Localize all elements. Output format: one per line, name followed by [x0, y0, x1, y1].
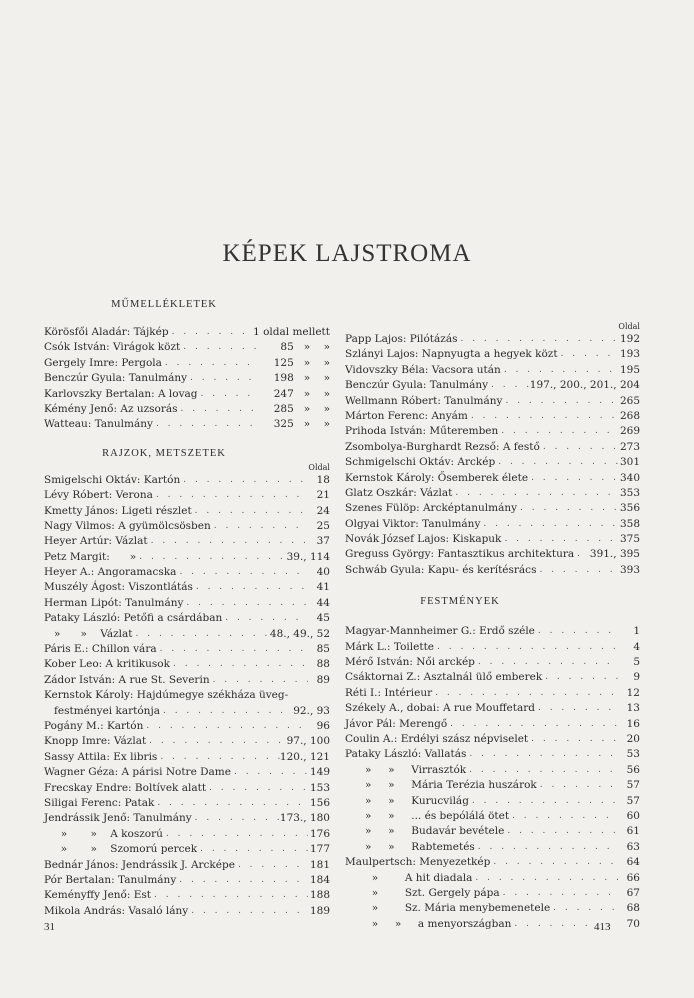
entry-page: 25 [316, 519, 330, 532]
entry-title: Körösfői Aladár: Tájkép [44, 326, 169, 338]
entry-page: 9 [633, 671, 640, 684]
entry-page: 45 [316, 612, 330, 625]
dot-leader [495, 455, 618, 470]
entry-page: 120., 121 [279, 750, 330, 763]
list-item [44, 565, 330, 580]
list-item [44, 325, 330, 340]
entry-page: 13 [626, 702, 640, 715]
entry-page: 195 [619, 363, 640, 376]
list-item [44, 473, 330, 488]
entry-title: » » Szomorú percek [44, 843, 198, 856]
entry-page: 325 » » [273, 418, 330, 431]
entry-title: Herman Lipót: Tanulmány [44, 596, 184, 609]
list-item [44, 796, 330, 811]
entry-page: 67 [626, 886, 640, 899]
dot-leader [192, 504, 308, 519]
entry-page: 153 [309, 781, 330, 794]
page-number-right: 413 [594, 921, 611, 933]
entry-title: Greguss György: Fantasztikus architektura [345, 548, 575, 561]
entry-page: 198 » » [273, 372, 330, 385]
entry-title: Jávor Pál: Merengő [345, 717, 448, 730]
entry-page: 301 [619, 456, 640, 469]
dot-leader [160, 704, 293, 719]
list-item [44, 842, 330, 857]
list-item [44, 402, 330, 417]
entry-page: 265 [619, 394, 640, 407]
entry-title: Szenes Fülöp: Arcképtanulmány [345, 502, 518, 515]
entry-title: Réti I.: Intérieur [345, 686, 433, 699]
entry-page: 21 [316, 489, 330, 502]
list-item [44, 534, 330, 549]
dot-leader [163, 827, 308, 842]
dot-leader [162, 356, 258, 371]
dot-leader [466, 747, 618, 762]
dot-leader [153, 417, 258, 432]
list-item [44, 340, 330, 355]
list-item [44, 657, 330, 672]
entry-page: 285 » » [273, 402, 330, 415]
list-item [44, 417, 330, 432]
entry-title: Smigelschi Oktáv: Kartón [44, 473, 181, 486]
list-item [345, 486, 640, 501]
dot-leader [509, 809, 618, 824]
entry-page: 48., 49., 52 [269, 627, 330, 640]
list-item [345, 747, 640, 762]
entry-title: Novák József Lajos: Kiskapuk [345, 533, 502, 546]
entry-title: Kober Leo: A kritikusok [44, 658, 170, 671]
entry-page: 177 [309, 843, 330, 856]
entry-title: Siligai Ferenc: Patak [44, 796, 155, 809]
entry-title: Wellmann Róbert: Tanulmány [345, 394, 503, 407]
entry-title: Magyar-Mannheimer G.: Erdő széle [345, 625, 535, 638]
dot-leader [146, 734, 286, 749]
dot-leader [488, 378, 530, 393]
entry-title: Gergely Imre: Pergola [44, 356, 162, 369]
entry-title: Schwáb Gyula: Kapu- és kerítésrács [345, 563, 537, 576]
entry-title: Kémény Jenő: Az uzsorás [44, 402, 178, 415]
entry-page: 192 [619, 333, 640, 345]
entry-title: festményei kartónja [44, 704, 160, 717]
dot-leader [183, 596, 308, 611]
entry-page: 66 [626, 871, 640, 884]
dot-leader [574, 547, 590, 562]
list-item [44, 734, 330, 749]
dot-leader [501, 363, 618, 378]
entry-page: 356 [619, 502, 640, 515]
entry-title: Frecskay Endre: Boltívek alatt [44, 781, 207, 794]
dot-leader [136, 550, 286, 565]
entry-page: 340 [619, 471, 640, 484]
mumellekletek-list [44, 325, 330, 433]
entry-title: Pataky László: Petőfi a csárdában [44, 612, 223, 625]
dot-leader [235, 858, 308, 873]
entry-page: 20 [626, 732, 640, 745]
list-item [44, 904, 330, 919]
list-item [345, 840, 640, 855]
entry-page: 12 [626, 686, 640, 699]
list-item [345, 640, 640, 655]
entry-title: Csáktornai Z.: Asztalnál ülő emberek [345, 671, 543, 684]
dot-leader [466, 763, 618, 778]
entry-title: Keményffy Jenő: Est [44, 889, 152, 902]
entry-page: 149 [309, 766, 330, 779]
entry-page: 63 [626, 840, 640, 853]
dot-leader [222, 611, 308, 626]
entry-page: 85 » » [280, 341, 330, 354]
entry-title: » » Kurucvilág [345, 794, 469, 807]
list-item [44, 387, 330, 402]
right-column [345, 321, 640, 932]
dot-leader [475, 840, 618, 855]
list-item [345, 440, 640, 455]
list-item [44, 811, 330, 826]
entry-title: Szlányi Lajos: Napnyugta a hegyek közt [345, 348, 558, 361]
entry-page: 92., 93 [293, 704, 330, 717]
entry-title: Nagy Vilmos: A gyümölcsösben [44, 519, 211, 532]
entry-title: Lévy Róbert: Verona [44, 489, 153, 502]
dot-leader [504, 824, 618, 839]
dot-leader [528, 471, 618, 486]
entry-title: Maulpertsch: Menyezetkép [345, 856, 491, 869]
dot-leader [210, 673, 308, 688]
entry-page: 193 [619, 348, 640, 361]
dot-leader [480, 517, 618, 532]
entry-title: » » ... és bepólálá ötet [345, 809, 510, 822]
dot-leader [490, 855, 618, 870]
list-item [345, 763, 640, 778]
list-item [44, 611, 330, 626]
entry-page [288, 688, 310, 703]
list-item [44, 765, 330, 780]
entry-page: 358 [619, 517, 640, 530]
dot-leader [501, 532, 618, 547]
dot-leader [434, 640, 618, 655]
list-item [345, 624, 640, 639]
entry-page: 184 [309, 873, 330, 886]
dot-leader [535, 624, 618, 639]
entry-title: » » a menyországban [345, 917, 512, 930]
entry-title: Pogány M.: Kartón [44, 719, 144, 732]
dot-leader [558, 347, 618, 362]
left-column [44, 297, 330, 919]
dot-leader [457, 332, 618, 347]
dot-leader [432, 686, 618, 701]
entry-page: 40 [316, 566, 330, 579]
entry-title: Benczúr Gyula: Tanulmány [44, 372, 188, 385]
entry-title: Márton Ferenc: Anyám [345, 409, 468, 422]
entry-title: Wagner Géza: A párisi Notre Dame [44, 766, 231, 779]
list-item [345, 655, 640, 670]
list-item [345, 824, 640, 839]
entry-page: 156 [309, 796, 330, 809]
dot-leader [528, 732, 618, 747]
entry-title: Márk L.: Toilette [345, 640, 435, 653]
list-item [44, 371, 330, 386]
dot-leader [188, 904, 308, 919]
entry-page: 89 [316, 673, 330, 686]
oldal-label: Oldal [308, 462, 330, 472]
dot-leader [157, 642, 308, 657]
dot-leader [535, 701, 618, 716]
dot-leader [475, 655, 618, 670]
list-item [345, 378, 640, 393]
entry-page: 173., 180 [279, 812, 330, 825]
dot-leader [537, 778, 618, 793]
list-item [345, 901, 640, 916]
dot-leader [187, 371, 258, 386]
list-item [345, 732, 640, 747]
list-item [44, 642, 330, 657]
entry-title: Muszély Ágost: Viszontlátás [44, 581, 193, 594]
dot-leader [153, 488, 308, 503]
entry-title: » » Budavár bevétele [345, 825, 505, 838]
entry-title: » » Mária Terézia huszárok [345, 779, 537, 792]
entry-page: 5 [633, 656, 640, 669]
entry-page: 391., 395 [589, 548, 640, 561]
list-item [345, 717, 640, 732]
dot-leader [176, 565, 308, 580]
dot-leader [133, 627, 270, 642]
entry-page: 197., 200., 201., 204 [529, 379, 640, 392]
dot-leader [193, 580, 308, 595]
entry-page: 68 [626, 902, 640, 915]
dot-leader [176, 873, 308, 888]
list-item [44, 580, 330, 595]
list-item [44, 858, 330, 873]
list-item [345, 563, 640, 578]
list-item [345, 686, 640, 701]
entry-title: » » Vázlat [44, 627, 133, 640]
entry-page: 247 » » [273, 387, 330, 400]
dot-leader [148, 534, 308, 549]
entry-title: Pataky László: Vallatás [345, 748, 467, 761]
entry-page: 97., 100 [286, 735, 330, 748]
entry-page: 125 » » [273, 356, 330, 369]
list-item [44, 596, 330, 611]
list-item [44, 873, 330, 888]
entry-title: Vidovszky Béla: Vacsora után [345, 363, 501, 376]
entry-title: Coulin A.: Erdélyi szász népviselet [345, 732, 529, 745]
entry-title: Glatz Oszkár: Vázlat [345, 486, 453, 499]
list-item [345, 455, 640, 470]
entry-page: 393 [619, 563, 640, 576]
entry-page: 24 [316, 504, 330, 517]
entry-title: Olgyai Viktor: Tanulmány [345, 517, 481, 530]
entry-title: » A hit diadala [345, 871, 473, 884]
list-item [44, 673, 330, 688]
entry-title: » » Virrasztók [345, 763, 467, 776]
list-item [44, 356, 330, 371]
dot-leader [542, 670, 618, 685]
section-heading-mumellekletek: MŰMELLÉKLETEK [111, 299, 217, 310]
dot-leader [540, 440, 618, 455]
entry-page: 375 [619, 533, 640, 546]
entry-title: » » A koszorú [44, 827, 163, 840]
list-item [345, 471, 640, 486]
entry-title: Páris E.: Chillon vára [44, 643, 157, 656]
entry-page: 57 [626, 794, 640, 807]
list-item [345, 332, 640, 347]
entry-title: Mikola András: Vasaló lány [44, 904, 189, 917]
dot-leader [192, 811, 280, 826]
entry-page: 64 [626, 856, 640, 869]
entry-page: 181 [309, 858, 330, 871]
dot-leader [536, 563, 618, 578]
entry-page: 85 [316, 643, 330, 656]
dot-leader [154, 796, 308, 811]
list-item [345, 871, 640, 886]
list-item [345, 670, 640, 685]
right-list [345, 332, 640, 578]
entry-page: 53 [626, 748, 640, 761]
entry-title: Mérő István: Női arckép [345, 656, 475, 669]
entry-page: 18 [316, 473, 330, 486]
entry-title: Benczúr Gyula: Tanulmány [345, 379, 489, 392]
list-item [345, 394, 640, 409]
dot-leader [498, 424, 618, 439]
entry-title: Kmetty János: Ligeti részlet [44, 504, 192, 517]
entry-title: Székely A., dobai: A rue Mouffetard [345, 702, 535, 715]
dot-leader [550, 901, 618, 916]
list-item [345, 809, 640, 824]
list-item [44, 627, 330, 642]
list-item [345, 532, 640, 547]
dot-leader [468, 409, 618, 424]
entry-page: 1 oldal mellett [253, 326, 330, 338]
dot-leader [211, 519, 308, 534]
entry-page: 269 [619, 425, 640, 438]
entry-page: 57 [626, 779, 640, 792]
section-heading-festmenyek: FESTMÉNYEK [420, 596, 500, 608]
list-item [345, 424, 640, 439]
list-item [44, 504, 330, 519]
entry-page: 41 [316, 581, 330, 594]
entry-page: 44 [316, 596, 330, 609]
dot-leader [143, 719, 308, 734]
entry-title: Prihoda István: Műteremben [345, 425, 499, 438]
entry-title: » » Rabtemetés [345, 840, 475, 853]
dot-leader [231, 765, 308, 780]
list-item [44, 519, 330, 534]
entry-title: Jendrássik Jenő: Tanulmány [44, 812, 192, 825]
entry-title: Karlovszky Bertalan: A lovag [44, 387, 198, 400]
entry-title: Schmigelschi Oktáv: Arckép [345, 456, 496, 469]
list-item [44, 488, 330, 503]
list-item [345, 701, 640, 716]
entry-title: Watteau: Tanulmány [44, 418, 153, 431]
entry-title: Bednár János: Jendrássik J. Arcképe [44, 858, 235, 871]
list-item [44, 750, 330, 765]
dot-leader [447, 717, 618, 732]
entry-title: Csók István: Virágok közt [44, 341, 181, 354]
dot-leader [170, 657, 308, 672]
entry-title: Knopp Imre: Vázlat [44, 735, 147, 748]
list-item [345, 855, 640, 870]
entry-title: Sassy Attila: Ex libris [44, 750, 158, 763]
entry-page: 188 [309, 889, 330, 902]
entry-title: Pór Bertalan: Tanulmány [44, 873, 177, 886]
entry-page: 268 [619, 409, 640, 422]
entry-page: 1 [633, 625, 640, 638]
list-item [44, 781, 330, 796]
entry-title: » Szt. Gergely pápa [345, 886, 500, 899]
rajzok-list [44, 473, 330, 919]
entry-page: 70 [626, 917, 640, 930]
list-item [345, 886, 640, 901]
dot-leader [151, 888, 308, 903]
entry-title: Zsombolya-Burghardt Rezső: A festő [345, 440, 540, 453]
entry-page: 353 [619, 486, 640, 499]
page-number-left: 31 [44, 921, 55, 933]
dot-leader [157, 750, 280, 765]
entry-page: 37 [316, 535, 330, 548]
list-item [345, 363, 640, 378]
list-item [44, 888, 330, 903]
dot-leader [178, 402, 259, 417]
dot-leader [502, 394, 618, 409]
list-item [345, 347, 640, 362]
list-item [345, 547, 640, 562]
dot-leader [197, 842, 308, 857]
dot-leader [472, 871, 618, 886]
entry-page: 56 [626, 763, 640, 776]
dot-leader [180, 340, 258, 355]
list-item [44, 719, 330, 734]
entry-title: » Sz. Mária menybemenetele [345, 902, 551, 915]
list-item [345, 794, 640, 809]
entry-page: 4 [633, 640, 640, 653]
entry-page: 61 [626, 825, 640, 838]
entry-title: Kernstok Károly: Hajdúmegye székháza üveg- [44, 689, 289, 702]
entry-title: Heyer A.: Angoramacska [44, 566, 177, 579]
dot-leader [169, 325, 253, 340]
entry-title: Papp Lajos: Pilótázás [345, 333, 458, 345]
dot-leader [180, 473, 308, 488]
list-item [44, 688, 330, 703]
entry-page: 273 [619, 440, 640, 453]
dot-leader [517, 501, 618, 516]
entry-title: Petz Margit: » [44, 550, 137, 563]
entry-title: Kernstok Károly: Ősemberek élete [345, 471, 529, 484]
entry-page: 189 [309, 904, 330, 917]
entry-page: 88 [316, 658, 330, 671]
entry-page: 60 [626, 809, 640, 822]
entry-title: Heyer Artúr: Vázlat [44, 535, 148, 548]
entry-page: 16 [626, 717, 640, 730]
entry-page: 39., 114 [286, 550, 330, 563]
list-item [345, 501, 640, 516]
dot-leader [206, 781, 308, 796]
list-item [345, 517, 640, 532]
entry-page: 96 [316, 719, 330, 732]
section-heading-rajzok: RAJZOK, METSZETEK [102, 447, 226, 459]
list-item [345, 778, 640, 793]
list-item [44, 827, 330, 842]
list-item [345, 409, 640, 424]
list-item [44, 704, 330, 719]
list-item [44, 550, 330, 565]
dot-leader [500, 886, 618, 901]
page-title: KÉPEK LAJSTROMA [222, 240, 472, 267]
dot-leader [469, 794, 618, 809]
oldal-label: Oldal [618, 322, 640, 331]
festmenyek-list [345, 624, 640, 932]
entry-title: Zádor István: A rue St. Severin [44, 673, 210, 686]
entry-page: 176 [309, 827, 330, 840]
dot-leader [198, 387, 259, 402]
dot-leader [452, 486, 618, 501]
